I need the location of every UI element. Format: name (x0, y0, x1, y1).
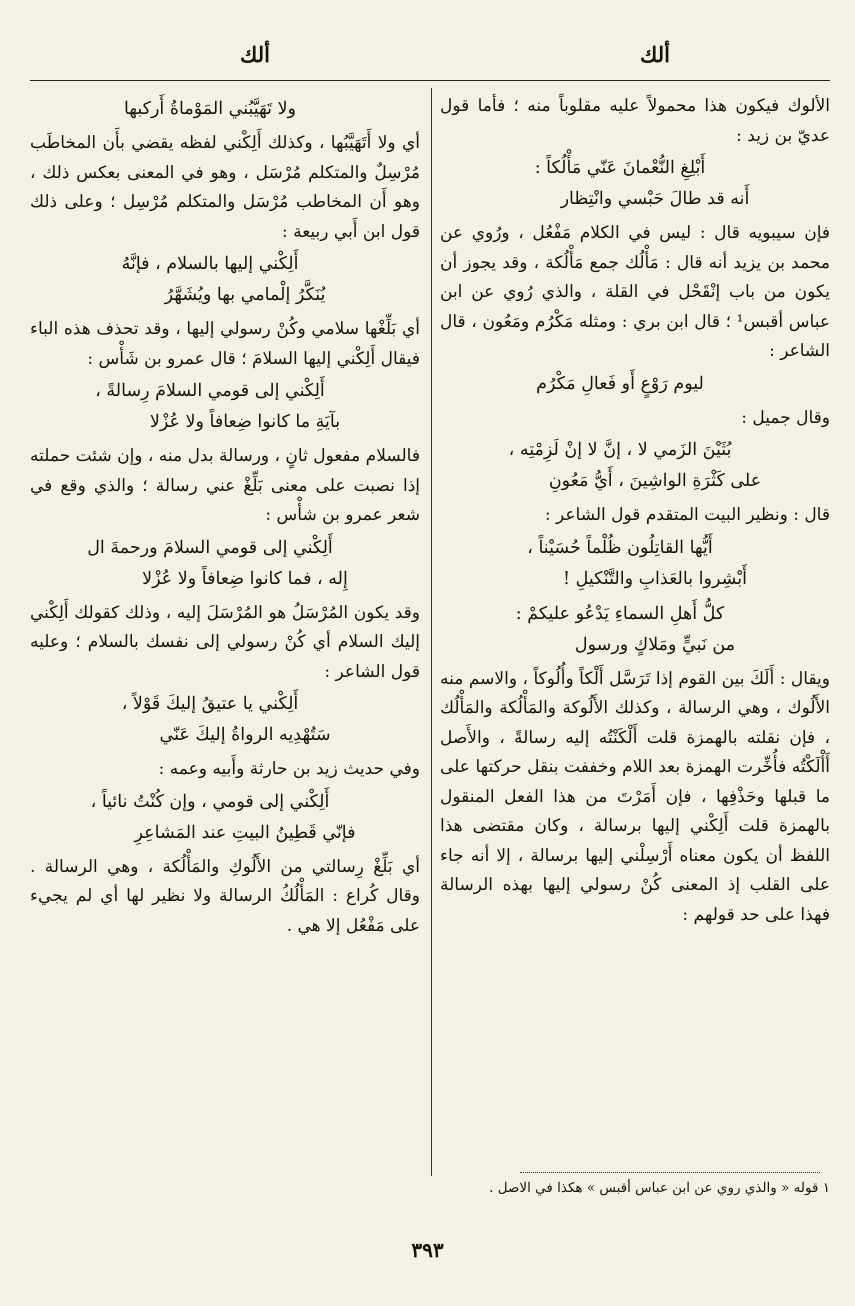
page-number: ٣٩٣ (411, 1238, 444, 1262)
paragraph: الألوك فيكون هذا محمولاً عليه مقلوباً منه ؛ فأما قول عديّ بن زيد : (440, 96, 830, 146)
verse-line: سَتُهْدِيه الرواةُ إليكَ عَنّي (159, 725, 331, 745)
verse-line: بُثَيْنَ الزَمي لا ، إنَّ لا إنْ لَزِمْتِه ، (508, 440, 732, 460)
header-word-left: ألك (240, 42, 270, 67)
header-rule (30, 80, 830, 81)
verse (440, 435, 830, 497)
verse-line: أَبْشِروا بالعَذابِ والتَّنْكيلِ ! (563, 568, 747, 589)
verse-line: فإنّي قَطِينُ البيتِ عند المَشاعِرِ (134, 822, 356, 843)
verse (440, 153, 830, 215)
paragraph: فالسلام مفعول ثانٍ ، ورسالة بدل منه ، وإن شئت حملته إذا نصبت على معنى بَلِّغْ عني رسالة ؛ والذي وقع في شعر عمرو بن شأْس : (30, 446, 420, 525)
verse-line: أَلِكْني يا عتيقُ إليكَ قَوْلاً ، (121, 694, 299, 714)
paragraph: وقال جميل : (741, 407, 830, 428)
verse (30, 94, 420, 125)
verse-line: بآيَةِ ما كانوا ضِعافاً ولا عُزْلا (149, 412, 341, 432)
footnote: ١ قوله « والذي روي عن ابن عباس أقبس » هكذا في الاصل . (489, 1180, 830, 1196)
verse-line: ولا تَهَيَّبُني المَوْماةُ أَركبها (123, 99, 297, 119)
paragraph: ويقال : أَلَكَ بين القوم إذا تَرَسَّل أَلْكاً وأُلُوكاً ، والاسم منه الأَلُوك ، وهي الرسالة ، وكذلك الأَلُوكة والمَأْلُكة والمَأْلُك ، فإن نقلته بالهمزة قلت أَلْكَنْتُه إليه رسالةً ، والأَصل أَأْلَكْتُه فأُخِّرت الهمزة بعد اللام وخففت بنقل حركتها على ما قبلها وحَذْفِها ، فإن أَمَرْتَ من هذا الفعل المنقول بالهمزة قلت أَلِكْني إليها برسالة ، وكان مقتضى هذا اللفظ أن يكون معناه أَرْسِلْني إليها برسالة ، إلا أنه جاء على القلب إذ المعنى كُنْ رسولي إليها بهذه الرسالة فهذا على حد قولهم : (440, 668, 830, 925)
paragraph: فإن سيبويه قال : ليس في الكلام مَفْعُل ، ورُوي عن محمد بن يزيد أنه قال : مَأْلُك جمع مَأْلُكة ، وقد يجوز أن يكون من باب إنْقَحْل في القلة ، والذي رُوي عن ابن عباس أقبس¹ ؛ قال ابن بري : ومثله مَكْرُم ومَعُون ، قال الشاعر : (440, 223, 830, 361)
paragraph: أي بَلِّغْها سلامي وكُنْ رسولي إليها ، وقد تحذف هذه الباء فيقال أَلِكْني إليها السلامَ ؛ قال عمرو بن شَأْس : (30, 319, 420, 369)
verse-line: على كَثْرَةِ الواشِينَ ، أَيُّ مَعُونِ (548, 471, 762, 491)
paragraph: أي بَلِّغْ رِسالتي من الأَلُوكِ والمَأْلُكة ، وهي الرسالة . وقال كُراع : المَأْلُكُ الرسالة ولا نظير لها أي لم يجيء على مَفْعُل إلا هي . (30, 856, 420, 936)
paragraph: وقد يكون المُرْسَلُ هو المُرْسَلَ إليه ، وذلك كقولك أَلِكْني إليك السلام أي كُنْ رسولي إلى نفسك بالسلام ؛ وعليه قول الشاعر : (30, 602, 420, 682)
verse-line: ليوم رَوْعٍ أَو فَعالِ مَكْرُم (536, 373, 704, 394)
column-divider (431, 88, 432, 1176)
verse-line: كلُّ أَهلِ السماءِ يَدْعُو عليكمْ : (515, 603, 725, 624)
verse (30, 376, 420, 438)
verse (440, 599, 830, 661)
verse (440, 369, 830, 400)
paragraph: قال : ونظير البيت المتقدم قول الشاعر : (544, 505, 830, 525)
paragraph: وفي حديث زيد بن حارثة وأَبيه وعمه : (158, 759, 420, 779)
verse (30, 533, 420, 595)
verse (440, 533, 830, 595)
verse-line: يُنَكَّرُ إلْمامي بها ويُشَهَّرُ (164, 285, 326, 305)
verse-line: إِله ، فما كانوا ضِعافاً ولا عُزْلا (142, 568, 348, 589)
verse-line: أَلِكْني إليها بالسلام ، فإنَّهُ (121, 254, 299, 274)
verse (30, 787, 420, 849)
verse-line: أَلِكْني إلى قومي السلامَ ورحمةَ ال (87, 537, 333, 558)
verse-line: أَيُّها القاتِلُون ظُلْماً حُسَيْناً ، (527, 537, 713, 558)
header-word-right: ألك (640, 42, 670, 67)
verse-line: أَلِكْني إلى قومي السلامَ رِسالةً ، (95, 381, 325, 401)
verse-line: من نَبيٍّ ومَلاكٍ ورسول (574, 634, 736, 655)
verse (30, 249, 420, 311)
verse (30, 689, 420, 751)
paragraph: أي ولا أَتَهَيَّبُها ، وكذلك أَلِكْني لفظه يقضي بأَن المخاطَب مُرْسِلٌ والمتكلم مُرْسَل ، وهو في المعنى بعكس ذلك ، وهو أَن المخاطب مُرْسَل والمتكلم مُرْسِل ؛ وعلى ذلك قول ابن أَبي ربيعة : (30, 133, 420, 242)
verse-line: أَنه قد طالَ حَبْسي وانْتِظار (560, 189, 750, 209)
verse-line: أَبْلِغِ النُّعْمانَ عَنّي مَأْلُكاً : (534, 158, 706, 178)
right-column (440, 92, 830, 932)
verse-line: أَلِكْني إلى قومي ، وإن كُنْتُ نائياً ، (90, 791, 330, 812)
left-column (30, 92, 420, 943)
footnote-rule (520, 1172, 820, 1173)
